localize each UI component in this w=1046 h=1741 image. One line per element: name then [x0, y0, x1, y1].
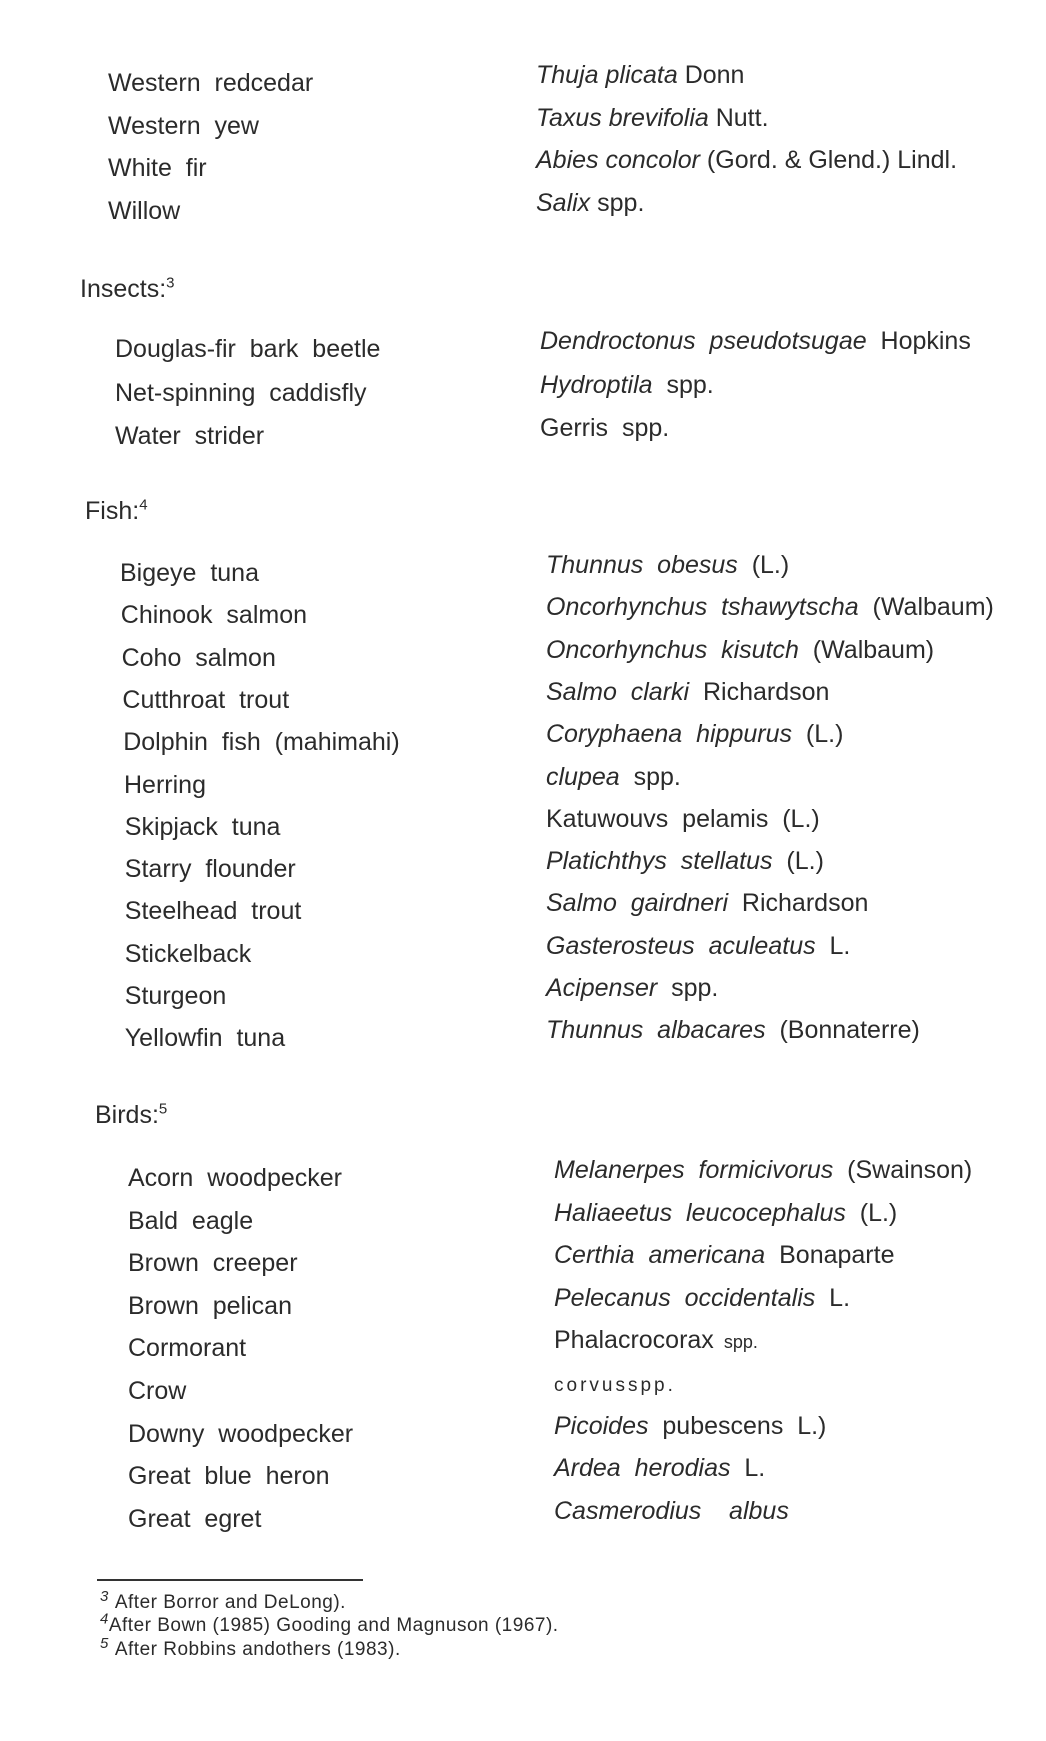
fish-scientific-name [546, 545, 789, 585]
scientific-authority: (Bonnaterre) [765, 1016, 920, 1044]
birds-scientific-name [554, 1278, 850, 1318]
fish-common-name: Steelhead trout [124, 897, 302, 925]
trees-common-name: Western yew [108, 112, 259, 140]
scientific-authority: Richardson [728, 889, 869, 917]
scientific-authority: (L.) [737, 551, 790, 579]
fish-scientific-name [546, 757, 681, 797]
scientific-binomial: Oncorhynchus tshawytscha [546, 593, 859, 621]
scientific-authority: Hopkins [866, 327, 971, 355]
fish-scientific-name [546, 799, 820, 839]
birds-scientific-name [554, 1448, 765, 1488]
birds-common-name: Brown pelican [128, 1292, 292, 1320]
scientific-binomial: Acipenser [546, 974, 658, 1002]
trees-scientific-name [536, 140, 957, 180]
fish-common-name: Starry flounder [124, 855, 296, 883]
fish-scientific-name [546, 926, 850, 966]
scientific-binomial: Thunnus albacares [546, 1016, 766, 1044]
fish-common-name: Cutthroat trout [122, 686, 290, 714]
insects-common-name: Douglas-fir bark beetle [115, 335, 381, 363]
birds-common-name: Great egret [128, 1505, 262, 1533]
fish-common-name: Stickelback [124, 940, 252, 968]
birds-common-name: Crow [128, 1377, 187, 1405]
fish-common-name: Sturgeon [124, 982, 227, 1010]
trees-common-name: Western redcedar [108, 69, 314, 97]
fish-common-name: Bigeye tuna [120, 559, 259, 587]
fish-scientific-name [546, 1010, 920, 1050]
trees-scientific-name [536, 183, 644, 223]
footnote-3: $^3$ After Borror and DeLong). [100, 1587, 346, 1613]
birds-common-name: Brown creeper [128, 1249, 298, 1277]
footnote-ref-3: 3 [166, 274, 175, 292]
fish-scientific-name [546, 672, 829, 712]
scientific-binomial: Haliaeetus leucocephalus [554, 1199, 846, 1227]
scientific-authority: pubescens L.) [648, 1412, 827, 1440]
birds-common-name: Cormorant [128, 1334, 247, 1362]
scientific-binomial: Platichthys stellatus [546, 847, 773, 875]
scientific-binomial: Salmo gairdneri [546, 889, 729, 917]
insects-common-name: Water strider [115, 422, 265, 450]
scientific-binomial: Certhia americana [554, 1241, 766, 1269]
scientific-authority: Nutt. [708, 104, 769, 132]
fish-scientific-name [546, 714, 843, 754]
scientific-authority: (L.) [792, 720, 844, 748]
trees-common-name: White fir [108, 154, 207, 182]
birds-scientific-name [554, 1491, 789, 1531]
fish-common-name: Herring [124, 771, 206, 799]
scientific-binomial: Ardea herodias [554, 1454, 731, 1482]
birds-scientific-name [554, 1150, 972, 1190]
footnote-ref-5: 5 [158, 1100, 168, 1118]
scientific-authority: Phalacrocorax [554, 1326, 714, 1354]
birds-common-name: Bald eagle [128, 1207, 254, 1235]
scientific-binomial: Abies concolor [536, 146, 700, 174]
scientific-authority: corvusspp. [554, 1375, 676, 1396]
fish-common-name: Skipjack tuna [124, 813, 281, 841]
fish-common-name: Coho salmon [121, 644, 276, 672]
fish-scientific-name [546, 630, 934, 670]
insects-scientific-name [540, 365, 714, 405]
scientific-binomial: Thunnus obesus [546, 551, 738, 579]
scientific-authority: Richardson [689, 678, 830, 706]
fish-common-name: Dolphin fish (mahimahi) [123, 728, 400, 756]
scientific-authority: spp. [652, 371, 714, 399]
fish-common-name: Chinook salmon [120, 601, 308, 629]
fish-scientific-name [546, 883, 868, 923]
fish-heading: Fish:$^4$ [85, 496, 148, 525]
scientific-binomial: Gasterosteus aculeatus [546, 932, 816, 960]
birds-scientific-name [554, 1320, 758, 1360]
scientific-binomial: Picoides [554, 1412, 649, 1440]
trees-scientific-name [536, 55, 744, 95]
birds-heading: Birds:$^5$ [95, 1100, 168, 1129]
insects-heading: Insects:$^3$ [80, 274, 175, 303]
scientific-binomial: Dendroctonus pseudotsugae [540, 327, 867, 355]
insects-scientific-name [540, 408, 669, 448]
scientific-authority: L. [815, 932, 851, 960]
scientific-authority: (L.) [845, 1199, 898, 1227]
scientific-binomial: Melanerpes formicivorus [554, 1156, 834, 1184]
scientific-authority: (Walbaum) [858, 593, 994, 621]
scientific-binomial: Coryphaena hippurus [546, 720, 792, 748]
footnote-5: $^5$ After Robbins andothers (1983). [100, 1634, 401, 1660]
fish-common-name: Yellowfin tuna [124, 1024, 286, 1052]
scientific-binomial: clupea [546, 763, 620, 791]
fish-scientific-name [546, 587, 994, 627]
fish-scientific-name [546, 968, 718, 1008]
scientific-binomial: Casmerodius albus [554, 1497, 789, 1525]
birds-scientific-name [554, 1363, 676, 1403]
trees-common-name: Willow [108, 197, 181, 225]
scientific-authority: spp. [590, 189, 645, 217]
scientific-binomial: Pelecanus occidentalis [554, 1284, 816, 1312]
scientific-authority: (Gord. & Glend.) Lindl. [699, 146, 958, 174]
scientific-authority: spp. [713, 1332, 758, 1352]
insects-common-name: Net-spinning caddisfly [115, 379, 367, 407]
birds-scientific-name [554, 1406, 826, 1446]
scientific-authority: (Walbaum) [798, 636, 935, 664]
scientific-authority: Katuwouvs pelamis (L.) [546, 805, 820, 833]
scientific-authority: Gerris spp. [540, 414, 670, 442]
birds-common-name: Great blue heron [128, 1462, 330, 1490]
birds-common-name: Downy woodpecker [128, 1420, 354, 1448]
scientific-authority: Donn [677, 61, 745, 89]
scientific-binomial: Hydroptila [540, 371, 653, 399]
trees-scientific-name [536, 98, 769, 138]
scientific-authority: spp. [619, 763, 681, 791]
footnote-ref-4: 4 [139, 496, 148, 514]
birds-common-name: Acorn woodpecker [128, 1164, 343, 1192]
birds-scientific-name [554, 1235, 894, 1275]
scientific-binomial: Thuja plicata [536, 61, 678, 89]
scientific-authority: spp. [657, 974, 719, 1002]
scientific-binomial: Taxus brevifolia [536, 104, 709, 132]
birds-scientific-name [554, 1193, 897, 1233]
scientific-authority: (Swainson) [833, 1156, 973, 1184]
scientific-binomial: Salmo clarki [546, 678, 690, 706]
scientific-authority: L. [730, 1454, 766, 1482]
footnote-rule [97, 1579, 363, 1581]
scientific-authority: Bonaparte [765, 1241, 895, 1269]
scientific-binomial: Oncorhynchus kisutch [546, 636, 799, 664]
footnote-4: $^4$After Bown (1985) Gooding and Magnuson (1967). [100, 1610, 559, 1636]
scientific-binomial: Salix [536, 189, 591, 217]
scientific-authority: (L.) [772, 847, 824, 875]
fish-scientific-name [546, 841, 824, 881]
insects-scientific-name [540, 321, 971, 361]
scientific-authority: L. [815, 1284, 851, 1312]
